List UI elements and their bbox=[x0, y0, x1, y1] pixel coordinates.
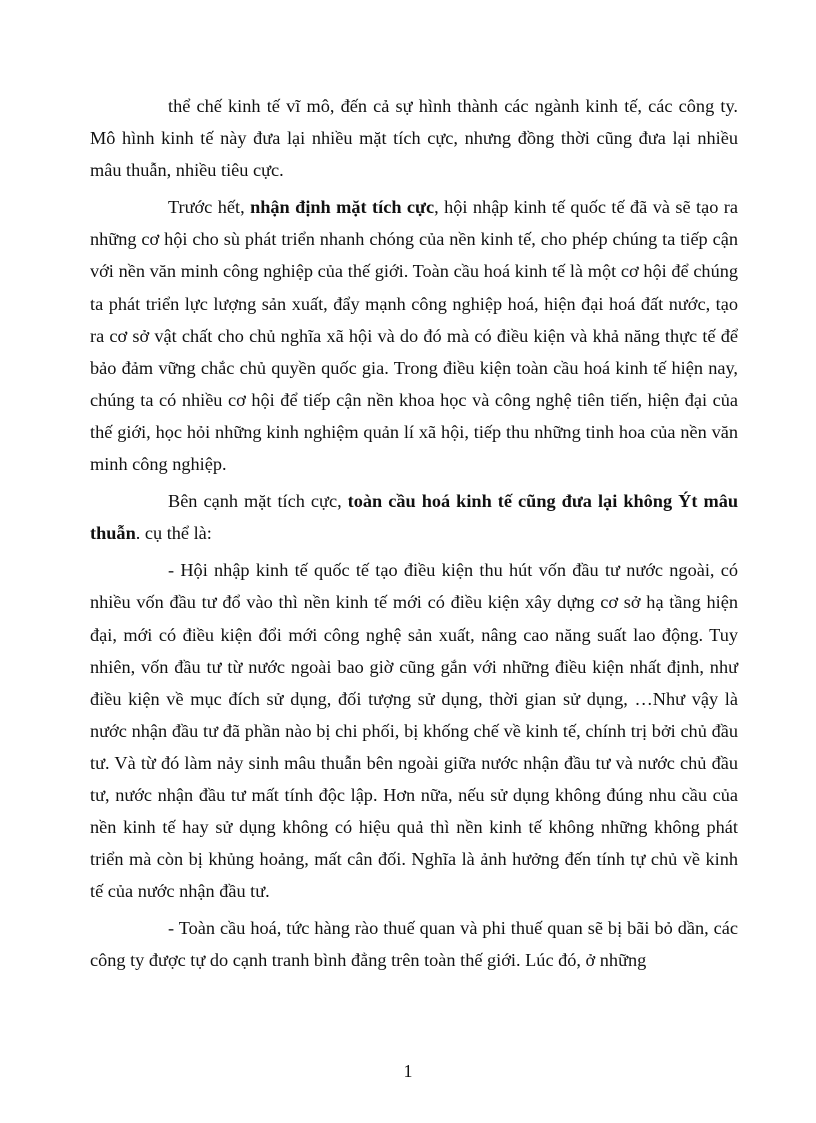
paragraph-3-text-tail: . cụ thể là: bbox=[135, 523, 212, 544]
paragraph-2-text-lead: Trước hết, bbox=[168, 197, 251, 218]
paragraph-1 bbox=[90, 90, 738, 186]
paragraph-4-text: - Hội nhập kinh tế quốc tế tạo điều kiện thu hút vốn đầu tư nước ngoài, có nhiều vốn đầu tư đổ vào thì nền kinh tế mới có điều kiện xây dựng cơ sở hạ tầng hiện đại, mới có điều kiện đổi mới công nghệ sản xuất, nâng cao năng suất lao động. Tuy nhiên, vốn đầu tư từ nước ngoài bao giờ cũng gắn với những điều kiện nhất định, như điều kiện về mục đích sử dụng, đối tượng sử dụng, thời gian sử dụng, …Như vậy là nước nhận đầu tư đã phần nào bị chi phối, bị khống chế về kinh tế, chính trị bởi chủ đầu tư. Và từ đó làm nảy sinh mâu thuẫn bên ngoài giữa nước nhận đầu tư và nước chủ đầu tư, nước nhận đầu tư mất tính độc lập. Hơn nữa, nếu sử dụng không đúng nhu cầu của nền kinh tế hay sử dụng không có hiệu quả thì nền kinh tế không những không phát triển mà còn bị khủng hoảng, mất cân đối. Nghĩa là ảnh hưởng đến tính tự chủ về kinh tế của nước nhận đầu tư. bbox=[90, 560, 738, 902]
paragraph-3 bbox=[90, 485, 738, 549]
paragraph-2-bold-heading: nhận định mặt tích cực bbox=[250, 197, 435, 218]
body-text bbox=[90, 90, 738, 977]
paragraph-4 bbox=[90, 554, 738, 907]
page-number: 1 bbox=[403, 1061, 413, 1081]
paragraph-2-text-body: , hội nhập kinh tế quốc tế đã và sẽ tạo ra những cơ hội cho sù phát triển nhanh chóng của nền kinh tế, cho phép chúng ta tiếp cận với nền văn minh công nghiệp của thế giới. Toàn cầu hoá kinh tế là một cơ hội để chúng ta phát triển lực lượng sản xuất, đẩy mạnh công nghiệp hoá, hiện đại hoá đất nước, tạo ra cơ sở vật chất cho chủ nghĩa xã hội và do đó mà có điều kiện và khả năng thực tế để bảo đảm vững chắc chủ quyền quốc gia. Trong điều kiện toàn cầu hoá kinh tế hiện nay, chúng ta có nhiều cơ hội để tiếp cận nền khoa học và công nghệ tiên tiến, hiện đại của thế giới, học hỏi những kinh nghiệm quản lí xã hội, tiếp thu những tinh hoa của nền văn minh công nghiệp. bbox=[90, 197, 739, 475]
paragraph-1-text: thể chế kinh tế vĩ mô, đến cả sự hình thành các ngành kinh tế, các công ty. Mô hình kinh tế này đưa lại nhiều mặt tích cực, nhưng đồng thời cũng đưa lại nhiều mâu thuẫn, nhiều tiêu cực. bbox=[90, 96, 738, 181]
paragraph-3-bold-heading: toàn cầu hoá kinh tế cũng đưa lại không Ýt mâu thuẫn bbox=[90, 491, 738, 544]
paragraph-3-text-lead: Bên cạnh mặt tích cực, bbox=[168, 491, 348, 512]
paragraph-5-text: - Toàn cầu hoá, tức hàng rào thuế quan và phi thuế quan sẽ bị bãi bỏ dần, các công ty được tự do cạnh tranh bình đẳng trên toàn thế giới. Lúc đó, ở những bbox=[90, 918, 738, 971]
paragraph-5 bbox=[90, 912, 738, 976]
paragraph-2 bbox=[90, 191, 738, 480]
